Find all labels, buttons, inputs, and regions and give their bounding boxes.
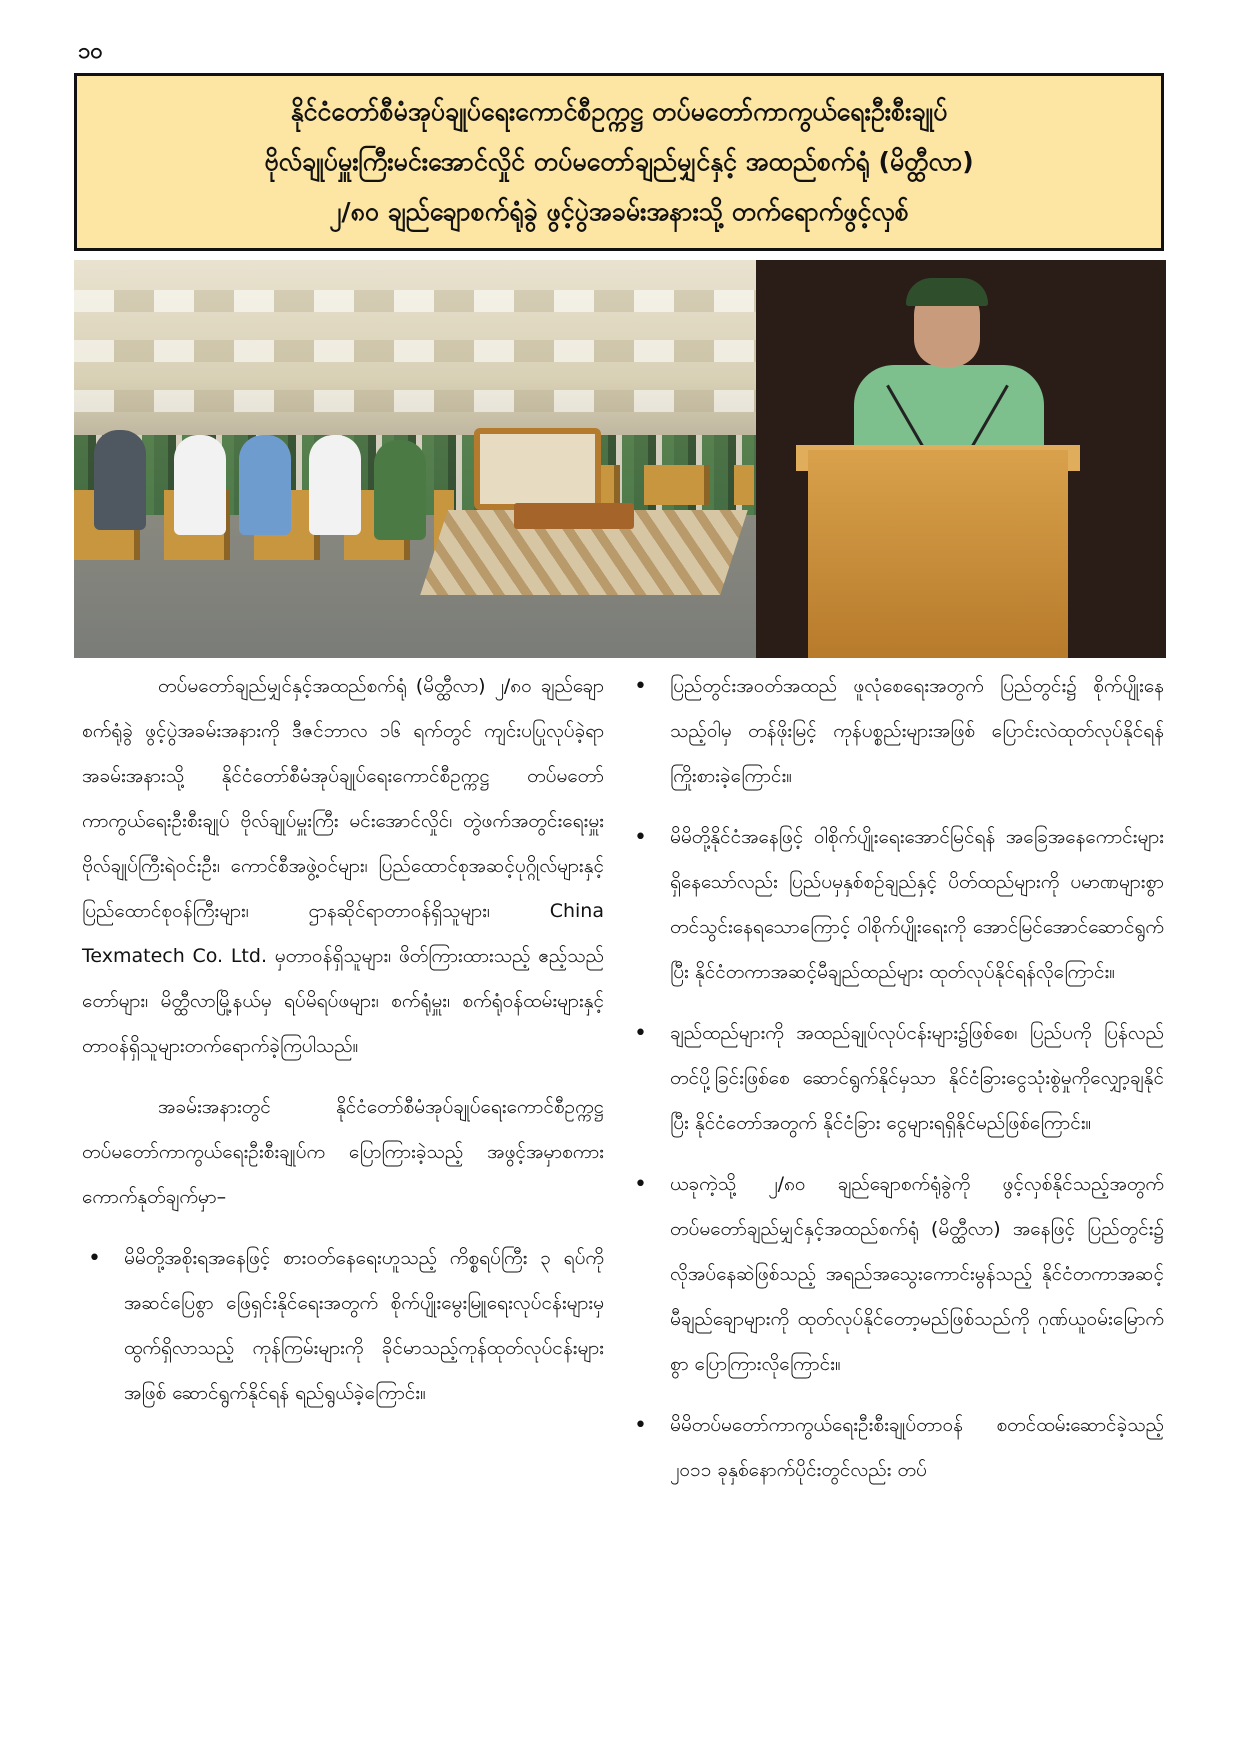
- list-item: [628, 815, 1164, 995]
- list-item-text: ပြည်တွင်းအဝတ်အထည် ဖူလုံစေရေးအတွက် ပြည်တွင်း၌ စိုက်ပျိုးနေသည့်ဝါမှ တန်ဖိုးမြင့် ကုန်ပစ္စည်းများအဖြစ် ပြောင်းလဲထုတ်လုပ်နိုင်ရန် ကြိုးစားခဲ့ကြောင်း။: [670, 675, 1164, 787]
- headline-line-1: နိုင်ငံတော်စီမံအုပ်ချုပ်ရေးကောင်စီဥက္ကဋ္ဌ တပ်မတော်ကာကွယ်ရေးဦးစီးချုပ်: [290, 97, 948, 126]
- speaker-cap: [906, 278, 988, 306]
- intro-paragraph: တပ်မတော်ချည်မျှင်နှင့်အထည်စက်ရုံ (မိတ္ထီလာ) ၂/၈၀ ချည်ချောစက်ရုံခွဲ ဖွင့်ပွဲအခမ်းအနားကို ဒီဇင်ဘာလ ၁၆ ရက်တွင် ကျင်းပပြုလုပ်ခဲ့ရာအခမ်းအနားသို့ နိုင်ငံတော်စီမံအုပ်ချုပ်ရေးကောင်စီဥက္ကဋ္ဌ တပ်မတော်ကာကွယ်ရေးဦးစီးချုပ် ဗိုလ်ချုပ်မှူးကြီး မင်းအောင်လှိုင်၊ တွဲဖက်အတွင်းရေးမှူး ဗိုလ်ချုပ်ကြီးရဲဝင်းဦး၊ ကောင်စီအဖွဲ့ဝင်များ၊ ပြည်ထောင်စုအဆင့်ပုဂ္ဂိုလ်များနှင့် ပြည်ထောင်စုဝန်ကြီးများ၊ ဌာနဆိုင်ရာတာဝန်ရှိသူများ၊ China Texmatech Co. Ltd. မှတာဝန်ရှိသူများ၊ ဖိတ်ကြားထားသည့် ဧည့်သည်တော်များ၊ မိတ္ထီလာမြို့နယ်မှ ရပ်မိရပ်ဖများ၊ စက်ရုံမှူး၊ စက်ရုံဝန်ထမ်းများနှင့် တာဝန်ရှိသူများတက်ရောက်ခဲ့ကြပါသည်။: [82, 675, 604, 1057]
- tent-ceiling: [74, 290, 756, 312]
- list-item: [628, 664, 1164, 799]
- tent-ceiling: [74, 390, 756, 412]
- tent-ceiling: [74, 340, 756, 362]
- headline-box: [74, 73, 1164, 251]
- bullet-icon: •: [88, 1246, 101, 1271]
- list-item: [82, 1236, 604, 1416]
- list-item: [628, 1403, 1164, 1493]
- bullet-icon: •: [634, 825, 647, 850]
- page-number: ၁၀: [78, 39, 103, 64]
- list-item-text: ယခုကဲ့သို့ ၂/၈၀ ချည်ချောစက်ရုံခွဲကို ဖွင့်လှစ်နိုင်သည့်အတွက် တပ်မတော်ချည်မျှင်နှင့်အထည်စက်ရုံ (မိတ္ထီလာ) အနေဖြင့် ပြည်တွင်း၌ လိုအပ်နေဆဲဖြစ်သည့် အရည်အသွေးကောင်းမွန်သည့် နိုင်ငံတကာအဆင့်မီချည်ချောများကို ထုတ်လုပ်နိုင်တော့မည်ဖြစ်သည်ကို ဂုဏ်ယူဝမ်းမြောက်စွာ ပြောကြားလိုကြောင်း။: [670, 1173, 1164, 1375]
- seated-guest: [94, 430, 146, 530]
- list-item: [628, 1011, 1164, 1146]
- coffee-table: [514, 503, 634, 529]
- speaker-photo: [756, 260, 1166, 658]
- bullet-icon: •: [634, 1172, 647, 1197]
- list-item-text: မိမိတို့နိုင်ငံအနေဖြင့် ဝါစိုက်ပျိုးရေးအောင်မြင်ရန် အခြေအနေကောင်းများရှိနေသော်လည်း ပြည်ပမှနှစ်စဉ်ချည်နှင့် ပိတ်ထည်များကို ပမာဏများစွာ တင်သွင်းနေရသောကြောင့် ဝါစိုက်ပျိုးရေးကို အောင်မြင်အောင်ဆောင်ရွက်ပြီး နိုင်ငံတကာအဆင့်မီချည်ထည်များ ထုတ်လုပ်နိုင်ရန်လိုကြောင်း။: [670, 826, 1164, 983]
- bullet-icon: •: [634, 674, 647, 699]
- speech-intro-paragraph: အခမ်းအနားတွင် နိုင်ငံတော်စီမံအုပ်ချုပ်ရေးကောင်စီဥက္ကဋ္ဌ တပ်မတော်ကာကွယ်ရေးဦးစီးချုပ်က ပြောကြားခဲ့သည့် အဖွင့်အမှာစကားကောက်နုတ်ချက်မှာ–: [82, 1096, 604, 1208]
- list-item: [628, 1162, 1164, 1387]
- seated-guest: [174, 435, 226, 535]
- bullet-icon: •: [634, 1413, 647, 1438]
- bullet-icon: •: [634, 1021, 647, 1046]
- podium: [808, 450, 1068, 658]
- left-column: [82, 664, 604, 1432]
- sofa: [474, 428, 601, 510]
- list-item-text: မိမိတို့အစိုးရအနေဖြင့် စားဝတ်နေရေးဟူသည့် ကိစ္စရပ်ကြီး ၃ ရပ်ကို အဆင်ပြေစွာ ဖြေရှင်းနိုင်ရေးအတွက် စိုက်ပျိုးမွေးမြူရေးလုပ်ငန်းများမှထွက်ရှိလာသည့် ကုန်ကြမ်းများကို ခိုင်မာသည့်ကုန်ထုတ်လုပ်ငန်းများအဖြစ် ဆောင်ရွက်နိုင်ရန် ရည်ရွယ်ခဲ့ကြောင်း။: [124, 1247, 604, 1404]
- seated-guest: [239, 435, 291, 535]
- seated-guest: [374, 440, 426, 540]
- ceremony-hall-photo: [74, 260, 756, 658]
- list-item-text: မိမိတပ်မတော်ကာကွယ်ရေးဦးစီးချုပ်တာဝန် စတင်ထမ်းဆောင်ခဲ့သည့် ၂၀၁၁ ခုနှစ်နောက်ပိုင်းတွင်လည်း တပ်: [670, 1414, 1164, 1481]
- headline-line-3: ၂/၈၀ ချည်ချောစက်ရုံခွဲ ဖွင့်ပွဲအခမ်းအနားသို့ တက်ရောက်ဖွင့်လှစ်: [329, 197, 909, 226]
- list-item-text: ချည်ထည်များကို အထည်ချုပ်လုပ်ငန်းများ၌ဖြစ်စေ၊ ပြည်ပကို ပြန်လည်တင်ပို့ခြင်းဖြစ်စေ ဆောင်ရွက်နိုင်မှသာ နိုင်ငံခြားငွေသုံးစွဲမှုကိုလျှော့ချနိုင်ပြီး နိုင်ငံတော်အတွက် နိုင်ငံခြား ငွေများရရှိနိုင်မည်ဖြစ်ကြောင်း။: [670, 1022, 1164, 1134]
- right-column: [628, 664, 1164, 1509]
- seated-guest: [309, 435, 361, 535]
- headline-line-2: ဗိုလ်ချုပ်မှူးကြီးမင်းအောင်လှိုင် တပ်မတော်ချည်မျှင်နှင့် အထည်စက်ရုံ (မိတ္ထီလာ): [264, 147, 974, 176]
